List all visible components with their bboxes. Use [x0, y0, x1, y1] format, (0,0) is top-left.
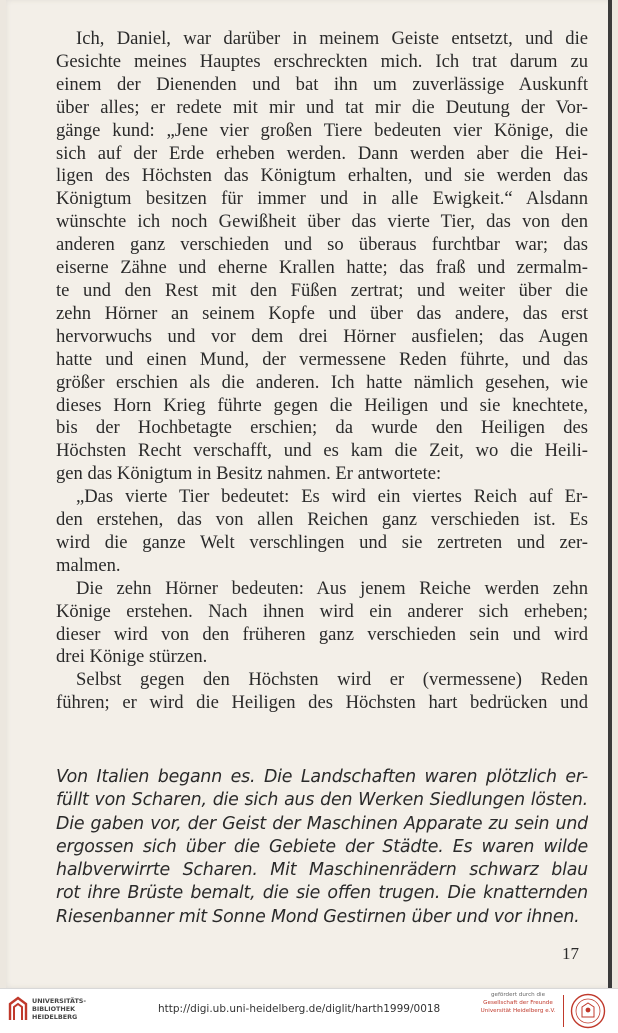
text-line: hervorwuchs und vor dem drei Hörner ausfielen; das Augen	[56, 325, 588, 347]
italic-line: Riesenbanner mit Sonne Mond Gestirnen über und vor ihnen.	[56, 906, 580, 927]
text-line: führen; er wird die Heiligen des Höchsten hart bedrücken und	[56, 692, 588, 714]
text-line: „Das vierte Tier bedeutet: Es wird ein viertes Reich auf Er-	[76, 486, 588, 508]
text-line: wünschte ich noch Gewißheit über das vierte Tier, das von den	[56, 211, 588, 233]
library-name: UNIVERSITÄTS- BIBLIOTHEK HEIDELBERG	[32, 997, 87, 1021]
text-line: den erstehen, das von allen Reichen ganz verschieden ist. Es	[56, 509, 588, 531]
italic-line: Die gaben vor, der Geist der Maschinen Apparate zu sein und	[56, 813, 588, 834]
text-line: gen das Königtum in Besitz nahmen. Er antwortete:	[56, 463, 442, 485]
italic-line: ergossen sich über die Gebiete der Städte. Es waren wilde	[56, 836, 588, 857]
viewer-footer	[0, 988, 618, 1033]
text-line: Ich, Daniel, war darüber in meinem Geiste entsetzt, und die	[76, 28, 588, 49]
text-line: über alles; er redete mit mir und tat mir die Deutung der Vor-	[56, 96, 588, 118]
text-line: eiserne Zähne und eherne Krallen hatte; das fraß und zermalm-	[56, 257, 588, 279]
text-line: bis der Hochbetagte erschien; da wurde den Heiligen des	[56, 417, 588, 439]
text-line: Höchsten Recht verschafft, und es kam die Zeit, wo die Heili-	[56, 440, 588, 462]
text-line: te und den Rest mit den Füßen zertrat; und weiter über die	[56, 279, 588, 301]
text-line: sich auf der Erde erheben werden. Dann werden aber die Hei-	[56, 142, 588, 164]
text-line: Könige erstehen. Nach ihnen wird ein anderer sich erheben;	[56, 600, 588, 622]
text-line: dieses Horn Krieg führte gegen die Heiligen und sie knechtete,	[56, 394, 588, 416]
page-number: 17	[562, 944, 579, 963]
text-line: malmen.	[56, 554, 121, 576]
page-edge	[608, 0, 612, 988]
text-line: Selbst gegen den Höchsten wird er (vermessene) Reden	[76, 669, 588, 691]
text-line: ligen des Höchsten das Königtum erhalten, und sie werden das	[56, 165, 588, 187]
text-line: hatte und einen Mund, der vermessene Reden führte, und das	[56, 348, 588, 370]
library-logo-icon	[8, 996, 28, 1022]
text-line: anderen ganz verschieden und so überaus furchtbar war; das	[56, 234, 588, 256]
italic-line: rot ihre Brüste bemalt, die sie offen trugen. Die knatternden	[56, 883, 588, 904]
sponsor-note: gefördert durch die Gesellschaft der Freunde Universität Heidelberg e.V.	[480, 992, 556, 1014]
italic-line: Von Italien begann es. Die Landschaften waren plötzlich er-	[56, 767, 588, 787]
text-line: Die zehn Hörner bedeuten: Aus jenem Reiche werden zehn	[76, 577, 588, 599]
permalink-url[interactable]: http://digi.ub.uni-heidelberg.de/diglit/harth1999/0018	[158, 1003, 441, 1015]
italic-line: füllt von Scharen, die sich aus den Werken Siedlungen lösten.	[56, 790, 588, 811]
italic-line: halbverwirrte Scharen. Mit Maschinenrädern schwarz blau	[56, 860, 588, 881]
text-line: dieser wird von den früheren ganz verschieden sein und wird	[56, 623, 588, 645]
text-line: Königtum besitzen für immer und in alle Ewigkeit.“ Alsdann	[56, 188, 588, 210]
italic-text-block	[56, 766, 588, 929]
body-text	[56, 28, 588, 715]
text-line: größer erschien als die anderen. Ich hatte nämlich gesehen, wie	[56, 371, 588, 393]
text-line: einem der Dienenden und bat ihn um zuverlässige Auskunft	[56, 73, 588, 95]
text-line: Gesichte meines Hauptes erschreckten mich. Ich trat darum zu	[56, 50, 588, 72]
divider	[563, 995, 564, 1027]
text-line: wird die ganze Welt verschlingen und sie zertreten und zer-	[56, 531, 588, 553]
text-line: zehn Hörner an seinem Kopfe und über das andere, das erst	[56, 302, 588, 324]
text-line: gänge kund: „Jene vier großen Tiere bedeuten vier Könige, die	[56, 119, 588, 141]
text-line: drei Könige stürzen.	[56, 646, 208, 668]
university-seal-icon	[570, 993, 606, 1029]
